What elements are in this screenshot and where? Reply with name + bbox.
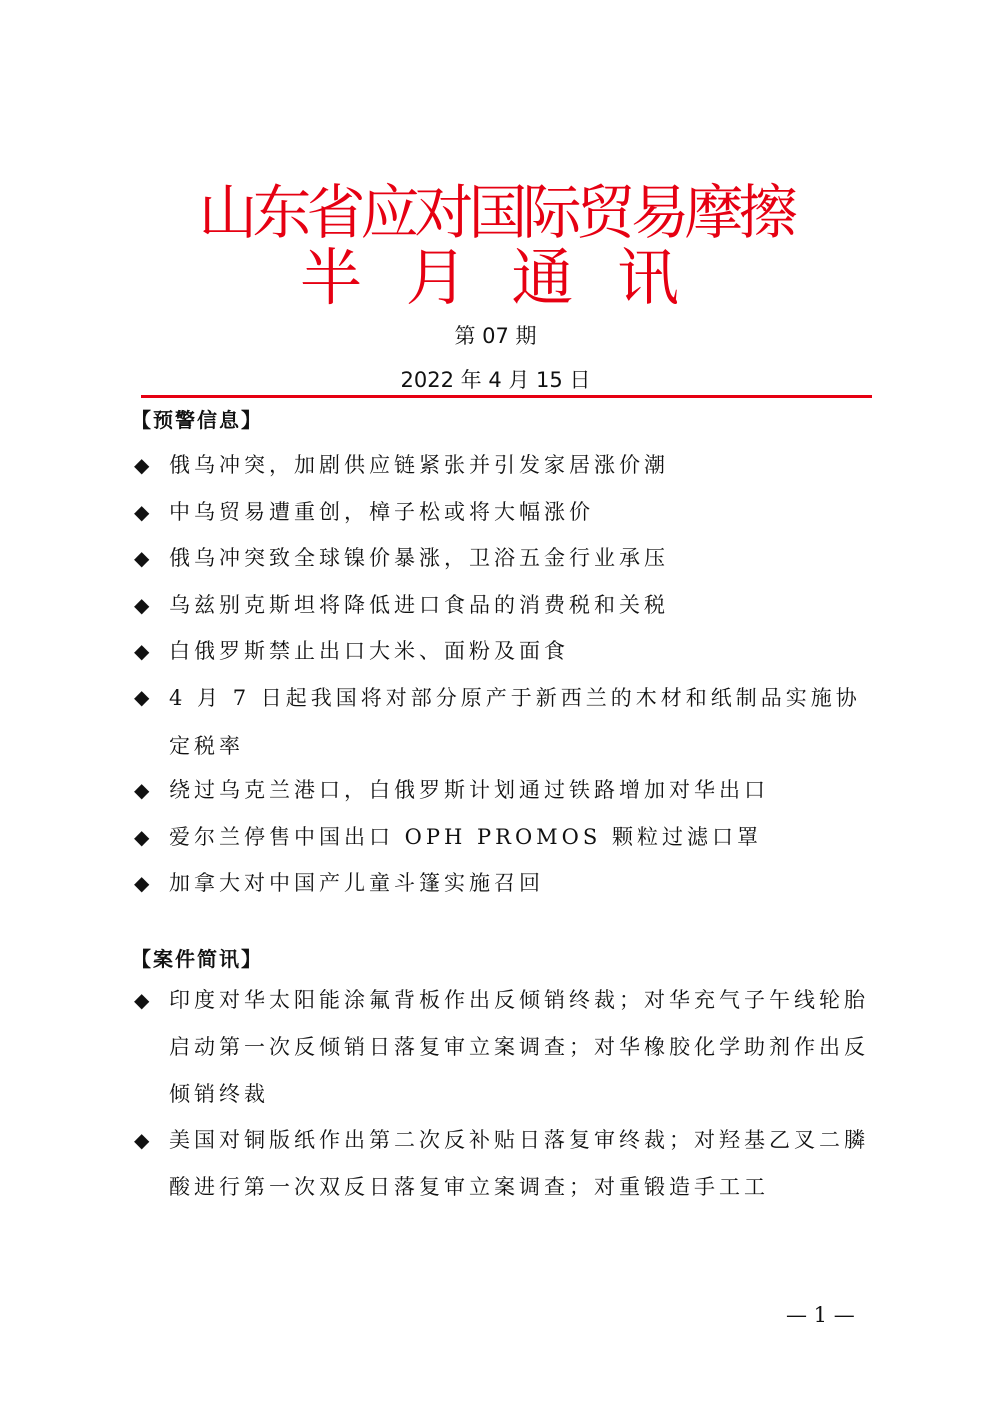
issue-number: 第 07 期 bbox=[454, 324, 537, 348]
list-item-text: 白俄罗斯禁止出口大米、面粉及面食 bbox=[169, 639, 569, 663]
list-item bbox=[134, 582, 874, 628]
list-item-text: 加拿大对中国产儿童斗篷实施召回 bbox=[169, 871, 544, 895]
bullet-diamond-icon: ◆ bbox=[134, 825, 154, 849]
list-item bbox=[134, 628, 874, 674]
bullet-diamond-icon: ◆ bbox=[134, 593, 154, 617]
list-item bbox=[134, 535, 874, 581]
masthead-title: 山东省应对国际贸易摩擦 bbox=[198, 178, 793, 247]
bullet-diamond-icon: ◆ bbox=[134, 453, 154, 477]
list-item-text: 4 月 7 日起我国将对部分原产于新西兰的木材和纸制品实施协定税率 bbox=[169, 686, 861, 758]
page-number: — 1 — bbox=[786, 1303, 855, 1327]
list-item-text: 中乌贸易遭重创，樟子松或将大幅涨价 bbox=[169, 500, 594, 524]
list-item bbox=[134, 814, 874, 860]
list-item-text: 绕过乌克兰港口，白俄罗斯计划通过铁路增加对华出口 bbox=[169, 778, 769, 802]
list-item-text: 俄乌冲突致全球镍价暴涨，卫浴五金行业承压 bbox=[169, 546, 669, 570]
bullet-diamond-icon: ◆ bbox=[134, 546, 154, 570]
list-item bbox=[134, 674, 874, 770]
list-item bbox=[134, 1117, 874, 1211]
list-item-text: 乌兹别克斯坦将降低进口食品的消费税和关税 bbox=[169, 593, 669, 617]
bullet-diamond-icon: ◆ bbox=[134, 500, 154, 524]
list-item-text: 美国对铜版纸作出第二次反补贴日落复审终裁；对羟基乙叉二膦酸进行第一次双反日落复审立案调查；对重锻造手工工 bbox=[169, 1128, 869, 1199]
bullet-diamond-icon: ◆ bbox=[134, 1128, 154, 1152]
issue-date: 2022 年 4 月 15 日 bbox=[400, 368, 591, 392]
bullet-diamond-icon: ◆ bbox=[134, 988, 154, 1012]
masthead-subtitle: 半 月 通 讯 bbox=[299, 241, 692, 314]
warning-heading: 【预警信息】 bbox=[131, 408, 263, 432]
list-item-text: 俄乌冲突，加剧供应链紧张并引发家居涨价潮 bbox=[169, 453, 669, 477]
list-item bbox=[134, 860, 874, 906]
list-item-text: 爱尔兰停售中国出口 OPH PROMOS 颗粒过滤口罩 bbox=[169, 825, 762, 849]
bullet-diamond-icon: ◆ bbox=[134, 871, 154, 895]
list-item bbox=[134, 767, 874, 813]
list-item-text: 印度对华太阳能涂氟背板作出反倾销终裁；对华充气子午线轮胎启动第一次反倾销日落复审立案调查；对华橡胶化学助剂作出反倾销终裁 bbox=[169, 988, 869, 1106]
cases-heading: 【案件简讯】 bbox=[131, 947, 263, 971]
list-item bbox=[134, 442, 874, 488]
bullet-diamond-icon: ◆ bbox=[134, 778, 154, 802]
list-item bbox=[134, 489, 874, 535]
bullet-diamond-icon: ◆ bbox=[134, 685, 154, 709]
list-item bbox=[134, 977, 874, 1118]
red-divider bbox=[141, 395, 872, 398]
bullet-diamond-icon: ◆ bbox=[134, 639, 154, 663]
